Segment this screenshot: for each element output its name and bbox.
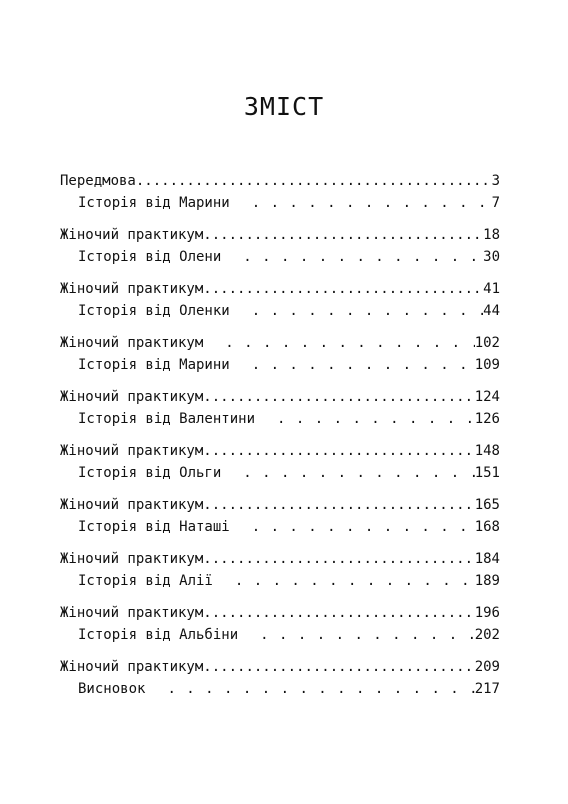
toc-entry (60, 408, 500, 430)
toc-entry (60, 548, 500, 570)
dot-leader (203, 494, 474, 516)
toc-entry-page-number: 18 (483, 227, 500, 243)
dot-leader (136, 170, 490, 192)
toc-entry-title: Історія від Альбіни (78, 627, 239, 643)
dot-leader (203, 602, 474, 624)
toc-entry-title: Жіночий практикум (60, 281, 204, 297)
toc-entry-page-number: 44 (483, 303, 500, 319)
dot-leader (243, 462, 474, 484)
dot-leader (252, 192, 490, 214)
toc-entry (60, 246, 500, 268)
toc-entry (60, 278, 500, 300)
toc-entry (60, 462, 500, 484)
toc-entry (60, 656, 500, 678)
toc-entry-page-number: 109 (474, 357, 500, 373)
dot-leader (277, 408, 475, 430)
toc-entry-page-number: 165 (474, 497, 500, 513)
toc-entry-title: Жіночий практикум (60, 605, 204, 621)
dot-leader (167, 678, 474, 700)
toc-entry-page-number: 30 (483, 249, 500, 265)
toc-entry (60, 624, 500, 646)
toc-entry-title: Жіночий практикум (60, 443, 204, 459)
toc-entry-page-number: 3 (491, 173, 500, 189)
toc-entry (60, 516, 500, 538)
toc-entry-page-number: 209 (474, 659, 500, 675)
toc-entry-page-number: 124 (474, 389, 500, 405)
toc-entry (60, 170, 500, 192)
dot-leader (203, 440, 474, 462)
dot-leader (203, 386, 474, 408)
toc-entry-page-number: 189 (474, 573, 500, 589)
toc-entry-title: Історія від Марини (78, 357, 230, 373)
toc-entry-title: Історія від Оленки (78, 303, 230, 319)
dot-leader (225, 332, 474, 354)
toc-entry-title: Історія від Наташі (78, 519, 230, 535)
dot-leader (203, 548, 474, 570)
toc-entry-title: Передмова (60, 173, 136, 189)
dot-leader (252, 354, 475, 376)
toc-entry-title: Жіночий практикум (60, 389, 204, 405)
toc-entry-page-number: 217 (474, 681, 500, 697)
toc-entry-page-number: 102 (474, 335, 500, 351)
table-of-contents (60, 170, 500, 700)
toc-entry-page-number: 196 (474, 605, 500, 621)
toc-entry (60, 354, 500, 376)
toc-entry-title: Історія від Валентини (78, 411, 256, 427)
toc-entry-title: Історія від Алії (78, 573, 213, 589)
toc-entry-title: Жіночий практикум (60, 551, 204, 567)
toc-entry (60, 192, 500, 214)
dot-leader (243, 246, 483, 268)
dot-leader (260, 624, 475, 646)
dot-leader (203, 656, 474, 678)
page-title: ЗМІСТ (243, 92, 325, 121)
toc-entry (60, 570, 500, 592)
toc-entry-page-number: 41 (483, 281, 500, 297)
toc-entry-title: Жіночий практикум (60, 659, 204, 675)
toc-entry (60, 224, 500, 246)
toc-entry (60, 332, 500, 354)
toc-entry (60, 300, 500, 322)
toc-entry-title: Висновок (78, 681, 146, 697)
dot-leader (203, 224, 483, 246)
toc-entry-page-number: 148 (474, 443, 500, 459)
toc-entry-page-number: 202 (474, 627, 500, 643)
toc-entry (60, 602, 500, 624)
dot-leader (252, 516, 475, 538)
toc-entry-page-number: 151 (474, 465, 500, 481)
toc-entry-title: Жіночий практикум (60, 335, 204, 351)
toc-entry-title: Жіночий практикум (60, 497, 204, 513)
toc-entry-title: Історія від Марини (78, 195, 230, 211)
toc-entry (60, 386, 500, 408)
toc-entry (60, 440, 500, 462)
toc-entry-page-number: 168 (474, 519, 500, 535)
toc-entry (60, 494, 500, 516)
toc-entry-page-number: 184 (474, 551, 500, 567)
toc-entry (60, 678, 500, 700)
dot-leader (203, 278, 483, 300)
toc-entry-title: Історія від Ольги (78, 465, 222, 481)
toc-entry-title: Жіночий практикум (60, 227, 204, 243)
dot-leader (252, 300, 483, 322)
toc-entry-page-number: 7 (491, 195, 500, 211)
toc-entry-page-number: 126 (474, 411, 500, 427)
dot-leader (235, 570, 475, 592)
toc-entry-title: Історія від Олени (78, 249, 222, 265)
